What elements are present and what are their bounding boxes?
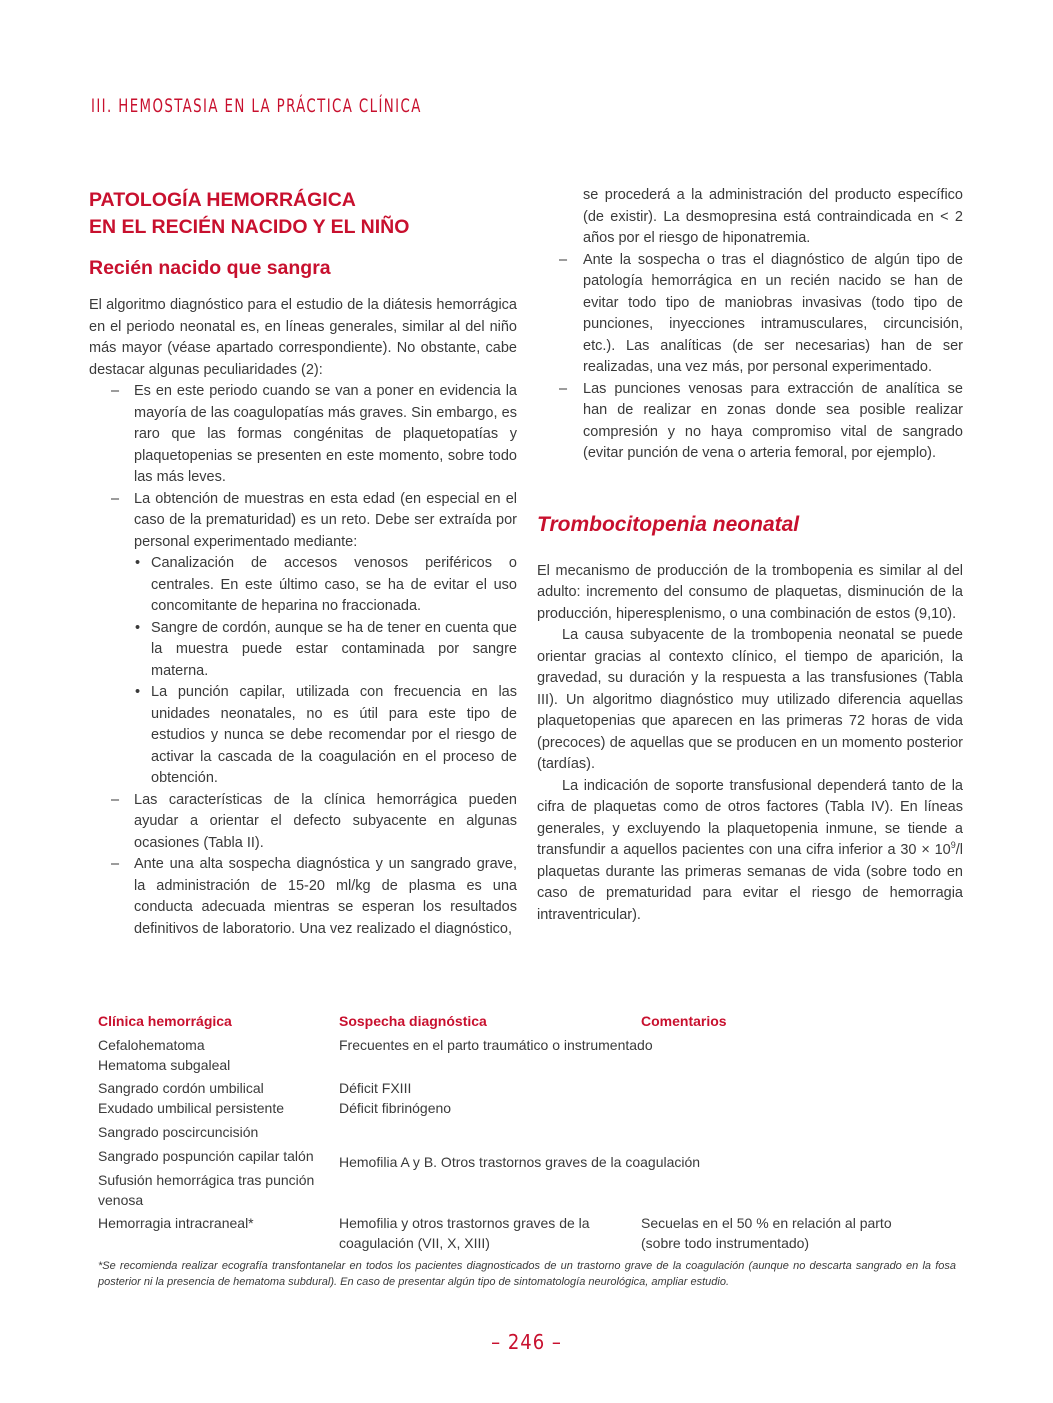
- table-cell: Hemorragia intracraneal*: [98, 1215, 254, 1231]
- table-cell: coagulación (VII, X, XIII): [339, 1235, 490, 1251]
- superscript: 9: [950, 840, 956, 851]
- sub-list-item-text: La punción capilar, utilizada con frecuencia en las unidades neonatales, no es útil para este tipo de estudios y nunca se debe recomendar por el riesgo de activar la cascada de la coagulación en el proceso de obtención.: [151, 684, 517, 786]
- table-cell: (sobre todo instrumentado): [641, 1235, 810, 1251]
- list-item-text: Ante la sospecha o tras el diagnóstico de algún tipo de patología hemorrágica en un recién nacido se han de evitar todo tipo de maniobras invasivas (todo tipo de punciones, inyecciones intramusculares, circuncisión, etc.). Las analíticas (de ser necesarias) han de ser realizadas, una vez más, por personal experimentado.: [583, 251, 963, 375]
- list-item-text: Es en este periodo cuando se van a poner en evidencia la mayoría de las coagulopatías más graves. Sin embargo, es raro que las formas congénitas de plaquetopatías y plaquetopenias se presenten en este momento, sobre todo las más leves.: [134, 383, 517, 485]
- sub-list-item: [89, 618, 517, 683]
- table-cell: Cefalohematoma: [98, 1037, 205, 1053]
- dash-marker: –: [111, 383, 120, 399]
- list-item-text: Ante una alta sospecha diagnóstica y un sangrado grave, la administración de 15-20 ml/kg de plasma es una conducta adecuada mientras se esperan los resultados definitivos de laboratorio. Una vez realizado el diagnóstico,: [134, 856, 517, 937]
- table-cell: Exudado umbilical persistente: [98, 1100, 284, 1116]
- page-number: – 246 –: [491, 1330, 562, 1354]
- dash-marker: –: [559, 380, 568, 397]
- table-cell: venosa: [98, 1192, 144, 1208]
- paragraph: El mecanismo de producción de la trombopenia es similar al del adulto: incremento del consumo de plaquetas, disminución de la producción, hiperesplenismo, o una combinación de estos (9,10).: [537, 562, 963, 622]
- column-header: Clínica hemorrágica: [98, 1013, 232, 1029]
- dash-marker: –: [111, 856, 120, 872]
- sub-list-item-text: Sangre de cordón, aunque se ha de tener en cuenta que la muestra puede estar contaminada por sangre materna.: [151, 619, 517, 679]
- table-cell: Frecuentes en el parto traumático o instrumentado: [339, 1037, 653, 1053]
- dash-marker: –: [111, 490, 120, 507]
- sub-list-item: [89, 553, 517, 618]
- dash-marker: –: [559, 251, 568, 268]
- section-title-line2: EN EL RECIÉN NACIDO Y EL NIÑO: [89, 216, 410, 238]
- subsection-title: Trombocitopenia neonatal: [537, 512, 800, 536]
- table-cell: Hemofilia A y B. Otros trastornos graves de la coagulación: [339, 1154, 701, 1170]
- list-item-text: Las punciones venosas para extracción de analítica se han de realizar en zonas donde sea posible realizar compresión y no haya compromiso vital de sangrado (evitar punción de vena o arteria femoral, por ejemplo).: [583, 380, 963, 461]
- left-column: [89, 187, 517, 940]
- subsection-title: Recién nacido que sangra: [89, 257, 331, 279]
- list-item-text: La obtención de muestras en esta edad (en especial en el caso de la prematuridad) es un reto. Debe ser extraída por personal experimentado mediante:: [134, 490, 517, 550]
- column-header: Sospecha diagnóstica: [339, 1013, 487, 1029]
- table-cell: Sufusión hemorrágica tras punción: [98, 1172, 315, 1188]
- sub-list-item-text: Canalización de accesos venosos periféricos o centrales. En este último caso, se ha de evitar el uso concomitante de heparina no fraccionada.: [151, 555, 517, 614]
- list-item: [89, 489, 517, 554]
- table-cell: Déficit FXIII: [339, 1080, 412, 1096]
- paragraph-text: /l plaquetas durante las primeras semanas de vida (sobre todo en caso de prematuridad para evitar el riesgo de hemorragia intraventricular).: [537, 842, 963, 923]
- section-title-line1: PATOLOGÍA HEMORRÁGICA: [89, 189, 356, 211]
- bullet-marker: •: [135, 619, 141, 636]
- table-footnote: *Se recomienda realizar ecografía transfontanelar en todos los pacientes diagnosticados de un trastorno grave de la coagulación (aunque no descarta sangrado en la fosa posterior ni la presencia de hematoma subdural). En caso de presentar algún tipo de sintomatología neurológica, ampliar estudio.: [98, 1260, 956, 1288]
- bullet-marker: •: [135, 684, 141, 700]
- table-cell: Sangrado cordón umbilical: [98, 1080, 264, 1096]
- running-header: III. HEMOSTASIA EN LA PRÁCTICA CLÍNICA: [91, 95, 422, 117]
- dash-marker: –: [111, 791, 120, 808]
- sub-list-item: [89, 682, 517, 790]
- table-cell: Déficit fibrinógeno: [339, 1100, 452, 1116]
- paragraph: La causa subyacente de la trombopenia neonatal se puede orientar gracias al contexto clínico, el tiempo de aparición, la gravedad, su duración y la respuesta a las transfusiones (Tabla III). Un algoritmo diagnóstico muy utilizado diferencia aquellas plaquetopenias que aparecen en las primeras 72 horas de vida (precoces) de aquellas que se producen en un momento posterior (tardías).: [537, 627, 963, 772]
- table-cell: Hematoma subgaleal: [98, 1057, 231, 1073]
- list-item: [537, 250, 963, 379]
- table-cell: Secuelas en el 50 % en relación al parto: [641, 1215, 892, 1231]
- paragraph-text: La indicación de soporte transfusional dependerá tanto de la cifra de plaquetas como de otros factores (Tabla IV). En líneas generales, y excluyendo la plaquetopenia inmune, se tiende a transfundir a aquellos pacientes con una cifra inferior a 30 × 10: [537, 777, 963, 858]
- intro-paragraph: El algoritmo diagnóstico para el estudio de la diátesis hemorrágica en el periodo neonatal es, en líneas generales, similar al del niño más mayor (véase apartado correspondiente). No obstante, cabe destacar algunas peculiaridades (2):: [89, 297, 517, 378]
- table-cell: Sangrado pospunción capilar talón: [98, 1148, 314, 1164]
- list-item-text: Las características de la clínica hemorrágica pueden ayudar a orientar el defecto subyacente en algunas ocasiones (Tabla II).: [134, 791, 517, 851]
- column-header: Comentarios: [641, 1013, 727, 1029]
- list-item: [89, 790, 517, 855]
- table-cell: Hemofilia y otros trastornos graves de la: [339, 1215, 590, 1231]
- right-column: [537, 185, 963, 926]
- paragraph: [537, 776, 963, 927]
- list-item: [89, 381, 517, 489]
- bullet-marker: •: [135, 555, 141, 571]
- continued-paragraph: se procederá a la administración del producto específico (de existir). La desmopresina está contraindicada en < 2 años por el riesgo de hiponatremia.: [583, 187, 963, 246]
- list-item: [89, 854, 517, 940]
- table-cell: Sangrado poscircuncisión: [98, 1124, 259, 1140]
- list-item: [537, 379, 963, 465]
